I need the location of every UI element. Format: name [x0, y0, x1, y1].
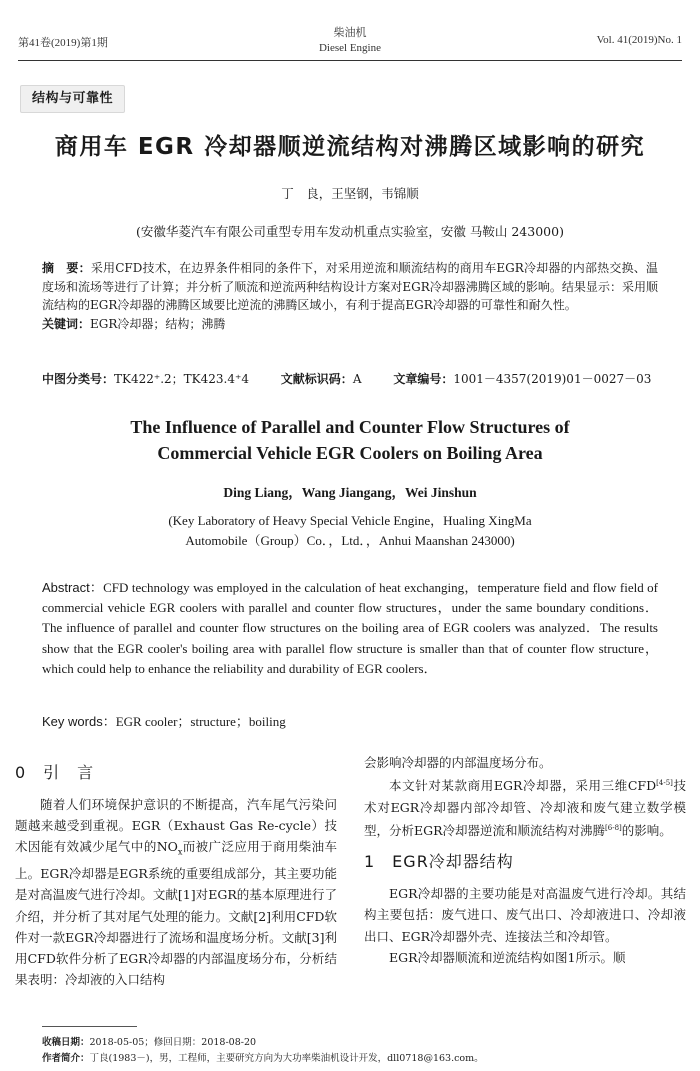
section-tag: 结构与可靠性 — [20, 85, 125, 113]
citation-4-5: [4-5] — [656, 779, 673, 788]
affiliation-en-line1: (Key Laboratory of Heavy Special Vehicle Engine，Hualing XingMa — [168, 513, 532, 528]
abstract-en-label: Abstract： — [42, 580, 104, 595]
intro-paragraph: 随着人们环境保护意识的不断提高，汽车尾气污染问题越来越受到重视。EGR（Exhaust Gas Re-cycle）技术因能有效减少尾气中的$NO_x$而被广泛应用于商用柴油车上。EGR冷却器是EGR系统的重要组成部分，其主要功能是对高温废气进行冷却。文献[1]对EGR的基本原理进行了介绍，并分析了其对尾气处理的能力。文献[2]利用CFD软件对一款EGR冷却器进行了流场和温度场分析。文献[3]利用CFD软件分析了EGR冷却器的内部温度场分布，分析结果表明：冷却液的入口结构 — [15, 797, 337, 988]
section-0-heading: 0 引 言 — [15, 763, 95, 782]
structure-paragraph-2: EGR冷却器顺流和逆流结构如图1所示。顺 — [389, 949, 626, 965]
affiliation-en — [0, 511, 700, 551]
authors-en: Ding Liang，Wang Jiangang，Wei Jinshun — [223, 485, 477, 500]
clc-label: 中图分类号： — [42, 372, 115, 386]
abstract-en-text: CFD technology was employed in the calculation of heat exchanging，temperature field and flow field of commercial vehicle EGR coolers with parallel and counter flow structures，under the same boundary conditions．The influence of parallel and counter flow structures on the boiling area of EGR coolers was analyzed．The results show that the EGR cooler's boiling area with parallel flow structure is smaller than that of counter flow structure，which could help to enhance the reliability and durability of EGR coolers． — [42, 580, 659, 676]
intro-paragraph-2: 本文针对某款商用EGR冷却器，采用三维CFD[4-5]技术对EGR冷却器内部冷却管、冷却液和废气建立数学模型，分析EGR冷却器逆流和顺流结构对沸腾[6-8]的影响。 — [364, 778, 686, 838]
right-column — [364, 752, 686, 968]
author-bio-text: 丁良(1983－)，男，工程师，主要研究方向为大功率柴油机设计开发，dll0718@163.com。 — [89, 1053, 484, 1064]
affiliation-cn: (安徽华菱汽车有限公司重型专用车发动机重点实验室，安徽 马鞍山 243000) — [136, 224, 564, 239]
authors-cn: 丁 良，王坚钢，韦锦顺 — [281, 186, 419, 201]
title-en-line2: Commercial Vehicle EGR Coolers on Boiling Area — [157, 443, 543, 463]
affiliation-en-line2: Automobile（Group）Co．，Ltd．，Anhui Maanshan 243000) — [185, 533, 515, 548]
keywords-en-label: Key words： — [42, 714, 116, 729]
footnote-received — [42, 1034, 256, 1048]
title-cn: 商用车 EGR 冷却器顺逆流结构对沸腾区域影响的研究 — [54, 134, 646, 160]
header-journal-cn: 柴油机 — [333, 27, 367, 39]
doc-code-value: A — [352, 372, 362, 386]
title-en-line1: The Influence of Parallel and Counter Flow Structures of — [130, 417, 570, 437]
clc-value: TK422⁺.2；TK423.4⁺4 — [114, 372, 249, 386]
section-1-heading: 1 EGR冷却器结构 — [364, 852, 514, 872]
header-journal-en: Diesel Engine — [318, 42, 381, 54]
structure-paragraph: EGR冷却器的主要功能是对高温废气进行冷却。其结构主要包括：废气进口、废气出口、冷却液进口、冷却液出口、EGR冷却器外壳、连接法兰和冷却管。 — [364, 886, 686, 944]
footnote-author — [42, 1050, 484, 1064]
abstract-cn-text: 采用CFD技术，在边界条件相同的条件下，对采用逆流和顺流结构的商用车EGR冷却器的内部热交换、温度场和流场等进行了计算；并分析了顺流和逆流两种结构设计方案对EGR冷却器沸腾区域的影响。结果显示：采用顺流结构的EGR冷却器的沸腾区域要比逆流的沸腾区域小，有利于提高EGR冷却器的可靠性和耐久性。 — [42, 261, 658, 312]
doc-code-label: 文献标识码： — [280, 372, 353, 386]
classification-row — [42, 370, 651, 387]
abstract-cn — [42, 259, 658, 333]
nox-subscript: x — [177, 847, 183, 857]
author-bio-label: 作者简介： — [42, 1053, 90, 1064]
title-en — [0, 414, 700, 466]
footnote-rule — [42, 1026, 137, 1027]
abstract-en — [42, 578, 658, 679]
article-no-value: 1001－4357(2019)01－0027－03 — [453, 372, 652, 386]
keywords-en — [42, 711, 286, 730]
header-volume-en: Vol. 41(2019)No. 1 — [596, 34, 682, 46]
received-text: 2018-05-05；修回日期：2018-08-20 — [89, 1037, 257, 1048]
citation-6-8: [6-8] — [605, 823, 622, 832]
received-label: 收稿日期： — [42, 1037, 90, 1048]
header-rule — [18, 60, 682, 61]
intro-continuation: 会影响冷却器的内部温度场分布。 — [364, 755, 552, 770]
left-column — [15, 760, 337, 990]
abstract-cn-label: 摘 要： — [42, 261, 91, 275]
article-no-label: 文章编号： — [393, 372, 454, 386]
keywords-en-text: EGR cooler；structure；boiling — [115, 714, 286, 729]
header-volume: 第41卷(2019)第1期 — [18, 37, 108, 49]
keywords-cn-text: EGR冷却器；结构；沸腾 — [90, 316, 226, 331]
keywords-cn-label: 关键词： — [42, 316, 91, 331]
